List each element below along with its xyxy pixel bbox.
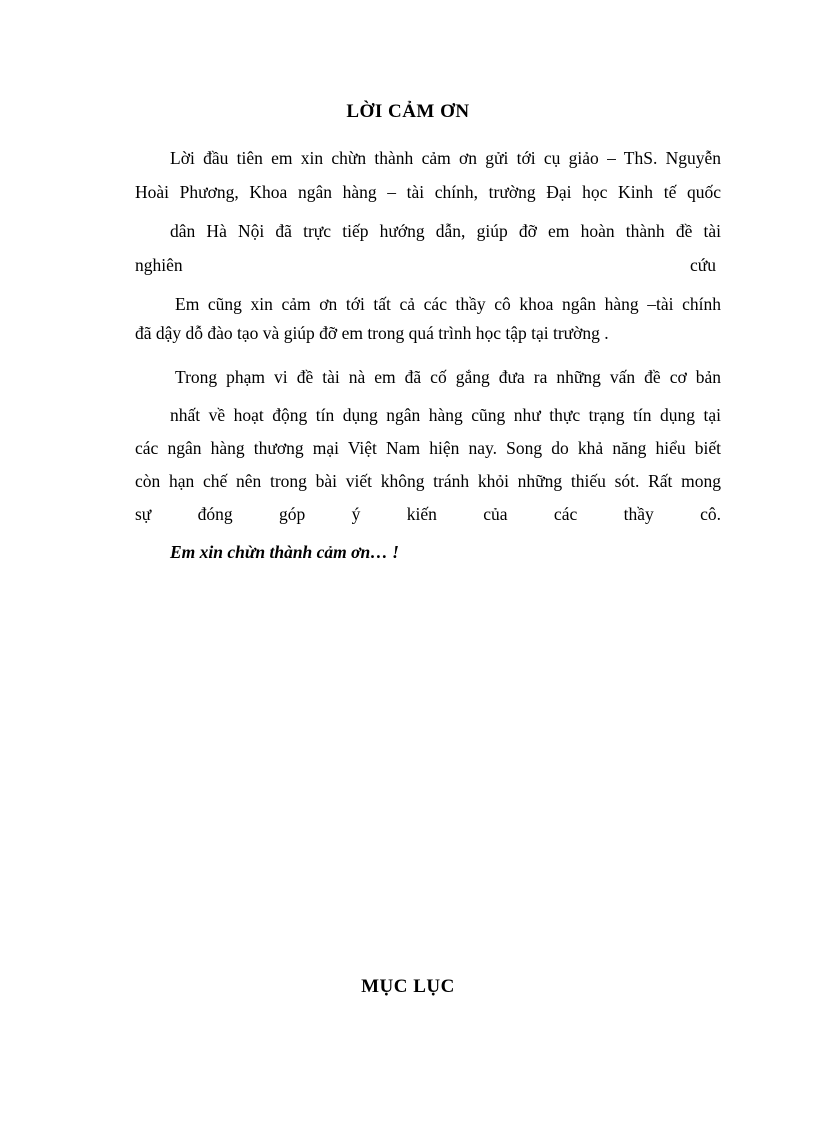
paragraph-3-line-5: sự đóng góp ý kiến của các thầy cô. <box>135 504 721 524</box>
paragraph-1-line-1: Lời đầu tiên em xin chừn thành cảm ơn gửi tới cụ giảo – ThS. Nguyễn <box>170 148 721 168</box>
closing-line: Em xin chừn thành cảm ơn… ! <box>170 542 399 562</box>
paragraph-1-line-4-left: nghiên <box>135 255 183 275</box>
toc-title: MỤC LỤC <box>361 976 455 997</box>
paragraph-2-line-1: Em cũng xin cảm ơn tới tất cả các thầy cô khoa ngân hàng –tài chính <box>175 294 721 314</box>
paragraph-3-line-3: các ngân hàng thương mại Việt Nam hiện nay. Song do khả năng hiểu biết <box>135 438 721 458</box>
paragraph-1-line-3: dân Hà Nội đã trực tiếp hướng dẫn, giúp đỡ em hoàn thành đề tài <box>170 221 721 241</box>
paragraph-1-line-4-right: cứu <box>690 255 717 275</box>
paragraph-3-line-1: Trong phạm vi đề tài nà em đã cố gắng đưa ra những vấn đề cơ bản <box>175 367 721 387</box>
paragraph-3-line-2: nhất về hoạt động tín dụng ngân hàng cũng như thực trạng tín dụng tại <box>170 405 721 425</box>
paragraph-3-line-4: còn hạn chế nên trong bài viết không tránh khỏi những thiếu sót. Rất mong <box>135 471 721 491</box>
paragraph-1-line-2: Hoài Phương, Khoa ngân hàng – tài chính, trường Đại học Kinh tế quốc <box>135 182 721 202</box>
paragraph-2-line-2: đã dậy dỗ đào tạo và giúp đỡ em trong quá trình học tập tại trường . <box>135 323 609 343</box>
thanks-title: LỜI CẢM ƠN <box>346 101 470 122</box>
